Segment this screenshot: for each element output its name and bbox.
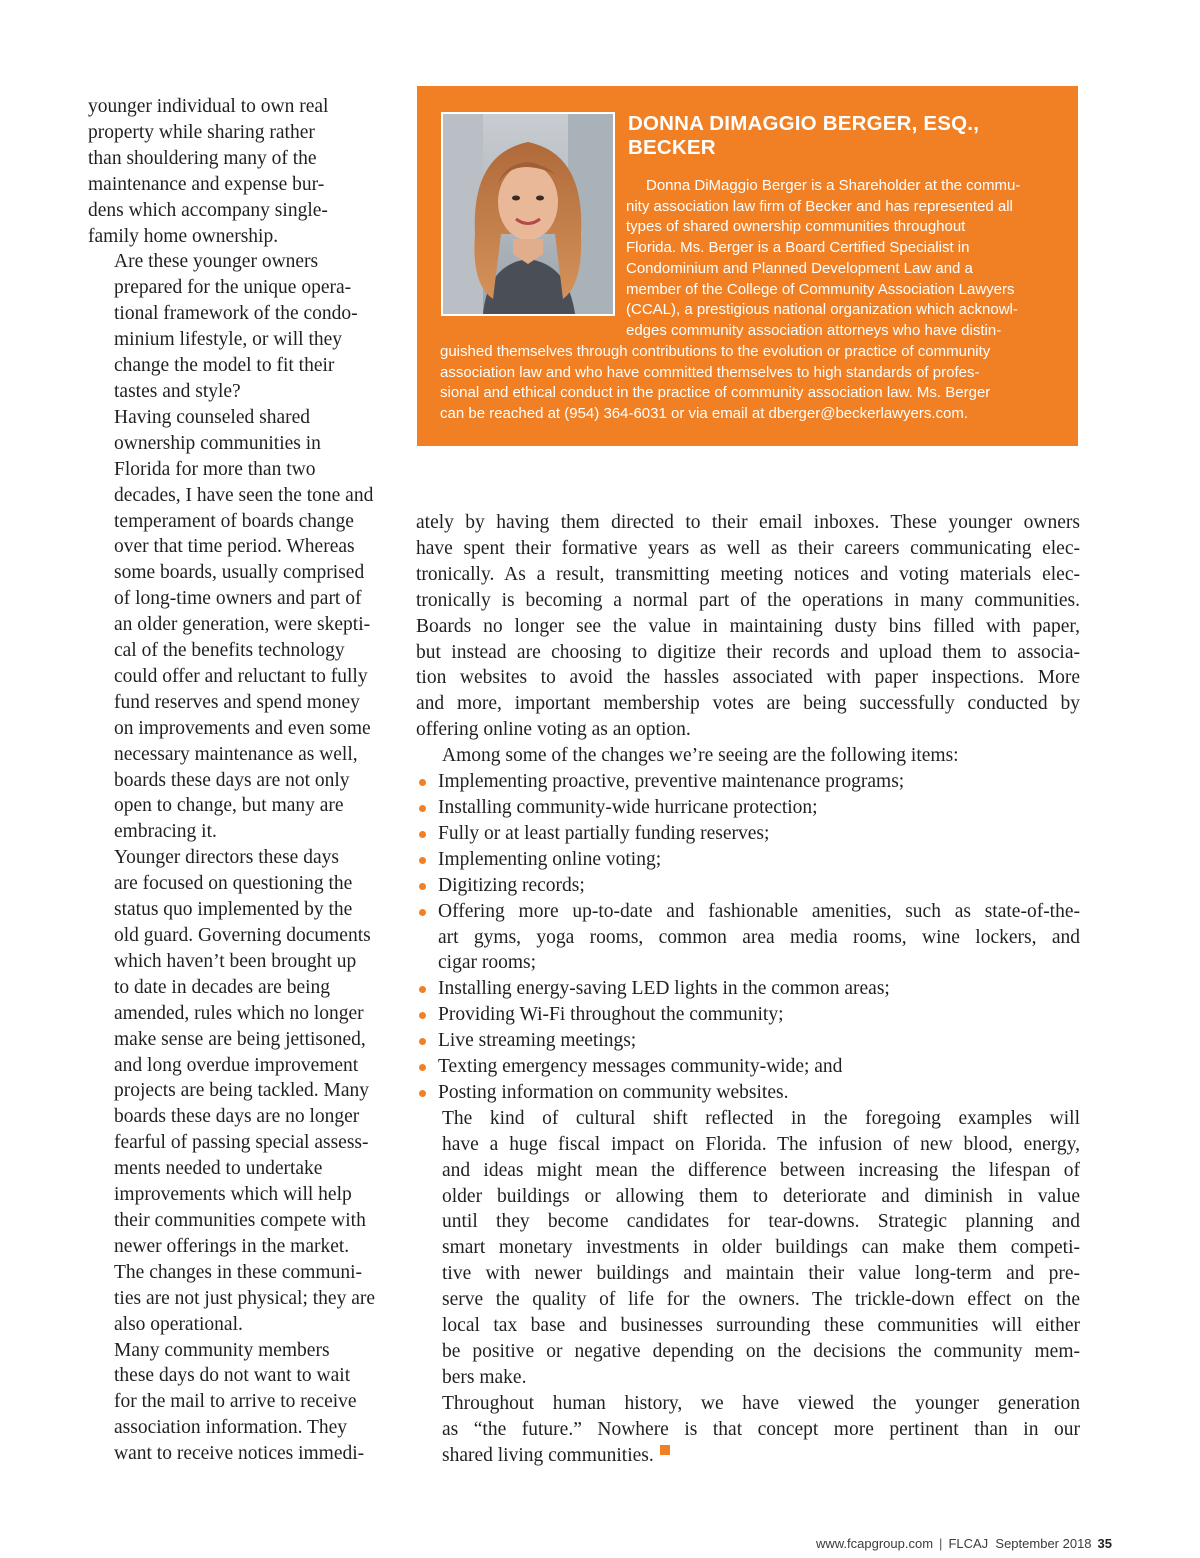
text-line: ownership communities in [114, 432, 321, 454]
text-line: boards these days are no longer [114, 1106, 360, 1128]
bullet-item [416, 1054, 1080, 1080]
text-line: could offer and reluctant to fully [114, 665, 368, 687]
text-line: guished themselves through contributions to the evolution or practice of community [440, 343, 991, 360]
text-line: bers make. [442, 1366, 527, 1388]
bullet-dot-icon [419, 831, 426, 838]
text-line: necessary maintenance as well, [114, 743, 358, 765]
text-line: also operational. [114, 1313, 243, 1335]
footer-issue: September 2018 [995, 1536, 1092, 1551]
bullet-dot-icon [419, 1038, 426, 1045]
text-line: tastes and style? [114, 380, 241, 402]
left-paragraph-3 [88, 405, 378, 845]
text-line: tronically is becoming a normal part of the operations in many communities. [416, 589, 1080, 611]
bullet-text-line: cigar rooms; [438, 952, 537, 974]
text-line: sional and ethical conduct in the practice of community association law. Ms. Berger [440, 384, 991, 402]
text-line: Donna DiMaggio Berger is a Shareholder at the commu- [646, 177, 1021, 194]
text-line: Throughout human history, we have viewed the younger generation [442, 1392, 1080, 1414]
list-intro: Among some of the changes we’re seeing are the following items: [442, 745, 959, 767]
left-paragraph-2 [88, 249, 378, 404]
text-line: maintenance and expense bur- [88, 173, 325, 195]
text-line: their communities compete with [114, 1209, 366, 1231]
bullet-item [416, 1028, 1080, 1054]
text-line: have spent their formative years as well as their careers communicating elec- [416, 537, 1080, 559]
text-line: dens which accompany single- [88, 199, 328, 221]
text-line: (CCAL), a prestigious national organization which acknowl- [626, 301, 1018, 319]
text-line: and long overdue improvement [114, 1054, 359, 1076]
bullet-item [416, 1080, 1080, 1106]
text-line: nity association law firm of Becker and has represented all [626, 197, 1013, 215]
author-bio-box [417, 86, 1078, 446]
text-line: on improvements and even some [114, 717, 371, 739]
text-line: serve the quality of life for the owners. The trickle-down effect on the [442, 1289, 1080, 1311]
bullet-item [416, 899, 1080, 977]
left-paragraph-1 [88, 94, 378, 249]
text-line: than shouldering many of the [88, 147, 317, 169]
text-line: offering online voting as an option. [416, 719, 691, 741]
text-line: boards these days are not only [114, 769, 350, 791]
end-of-article-mark [660, 1445, 670, 1455]
text-line: Are these younger owners [114, 251, 319, 273]
bullet-dot-icon [419, 1064, 426, 1071]
text-line: which haven’t been brought up [114, 950, 357, 972]
bullet-item [416, 821, 1080, 847]
text-line: smart monetary investments in older buildings can make them competi- [442, 1237, 1080, 1259]
bullet-text-line: Installing community-wide hurricane protection; [438, 796, 818, 818]
author-name [628, 112, 1058, 160]
text-line: fund reserves and spend money [114, 691, 360, 713]
text-line: Many community members [114, 1339, 330, 1361]
bullet-item [416, 873, 1080, 899]
text-line: and more, important membership votes are being successfully conducted by [416, 693, 1080, 715]
bullet-item [416, 795, 1080, 821]
text-line: ately by having them directed to their email inboxes. These younger owners [416, 512, 1080, 533]
text-line: can be reached at (954) 364-6031 or via email at dberger@beckerlawyers.com. [440, 405, 969, 423]
text-line: types of shared ownership communities throughout [626, 218, 966, 236]
author-bio-top [626, 176, 1020, 342]
text-line: association information. They [114, 1417, 348, 1439]
text-line: decades, I have seen the tone and [114, 484, 374, 506]
text-line: to date in decades are being [114, 976, 331, 998]
text-line: and ideas might mean the difference between increasing the lifespan of [442, 1159, 1080, 1181]
bullet-text-line: Installing energy-saving LED lights in the common areas; [438, 978, 890, 1000]
text-line: over that time period. Whereas [114, 536, 355, 558]
left-paragraph-4 [88, 845, 378, 1337]
text-line: prepared for the unique opera- [114, 277, 352, 299]
text-line: make sense are being jettisoned, [114, 1028, 366, 1050]
bullet-text-line: Texting emergency messages community-wide; and [438, 1056, 843, 1078]
page-footer [816, 1536, 1112, 1551]
text-line: ties are not just physical; they are [114, 1287, 376, 1309]
left-column [88, 94, 378, 1467]
main-paragraph-3 [416, 1391, 1080, 1469]
text-line: an older generation, were skepti- [114, 614, 371, 636]
text-line: until they become candidates for tear-downs. Strategic planning and [442, 1211, 1080, 1233]
text-line: for the mail to arrive to receive [114, 1391, 357, 1413]
text-line: Florida for more than two [114, 458, 316, 480]
text-line: open to change, but many are [114, 795, 344, 817]
text-line: cal of the benefits technology [114, 640, 345, 662]
text-line: have a huge fiscal impact on Florida. The infusion of new blood, energy, [442, 1133, 1080, 1155]
bullet-dot-icon [419, 1090, 426, 1097]
text-line: old guard. Governing documents [114, 925, 371, 946]
text-line: member of the College of Community Association Lawyers [626, 280, 1015, 298]
author-bio-bottom [440, 342, 990, 425]
text-line: want to receive notices immedi- [114, 1443, 365, 1465]
text-line: tive with newer buildings and maintain their value long-term and pre- [442, 1263, 1080, 1285]
author-name-line-2: BECKER [628, 136, 716, 159]
bullet-text-line: Live streaming meetings; [438, 1030, 637, 1052]
bullet-dot-icon [419, 1012, 426, 1019]
text-line: projects are being tackled. Many [114, 1080, 370, 1102]
text-line: improvements which will help [114, 1184, 352, 1206]
bullet-text-line: Providing Wi-Fi throughout the community; [438, 1004, 784, 1026]
left-paragraph-5 [88, 1338, 378, 1468]
text-line: change the model to fit their [114, 355, 335, 377]
text-line: older buildings or allowing them to deteriorate and diminish in value [442, 1185, 1080, 1207]
author-name-line-1: DONNA DIMAGGIO BERGER, ESQ., [628, 112, 980, 135]
bullet-text-line: Fully or at least partially funding reserves; [438, 822, 770, 844]
bullet-dot-icon [419, 883, 426, 890]
text-line: of long-time owners and part of [114, 588, 362, 610]
text-line: ments needed to undertake [114, 1158, 323, 1180]
bullet-item [416, 1002, 1080, 1028]
bullet-dot-icon [419, 779, 426, 786]
bullet-text-line: art gyms, yoga rooms, common area media rooms, wine lockers, and [438, 926, 1080, 948]
text-line: tronically. As a result, transmitting meeting notices and voting materials elec- [416, 563, 1080, 585]
text-line: embracing it. [114, 821, 217, 843]
text-line: but instead are choosing to digitize their records and upload them to associa- [416, 641, 1080, 663]
text-line: fearful of passing special assess- [114, 1132, 369, 1154]
text-line: Florida. Ms. Berger is a Board Certified Specialist in [626, 239, 970, 257]
bullet-item [416, 769, 1080, 795]
bullet-dot-icon [419, 857, 426, 864]
text-line: property while sharing rather [88, 121, 315, 143]
main-paragraph-1 [416, 510, 1080, 743]
bullet-text-line: Digitizing records; [438, 874, 585, 896]
author-photo [441, 112, 615, 316]
page-number: 35 [1097, 1536, 1112, 1551]
main-column [416, 510, 1080, 1469]
text-line: shared living communities. [416, 1443, 1080, 1469]
changes-bullet-list [416, 769, 1080, 1106]
text-line: Boards no longer see the value in maintaining dusty bins filled with paper, [416, 615, 1080, 637]
bullet-text-line: Implementing online voting; [438, 848, 662, 870]
text-line: The kind of cultural shift reflected in the foregoing examples will [442, 1107, 1080, 1129]
text-line: some boards, usually comprised [114, 562, 365, 584]
text-line: Having counseled shared [114, 406, 311, 428]
bullet-text-line: Posting information on community websites. [438, 1081, 789, 1103]
text-line: younger individual to own real [88, 96, 329, 117]
text-line: Younger directors these days [114, 847, 339, 869]
text-line: tion websites to avoid the hassles associated with paper inspections. More [416, 667, 1080, 689]
text-line: amended, rules which no longer [114, 1002, 364, 1024]
text-line: local tax base and businesses surrounding these communities will either [442, 1315, 1080, 1337]
text-line: minium lifestyle, or will they [114, 329, 343, 351]
text-line: family home ownership. [88, 225, 279, 247]
bullet-item [416, 976, 1080, 1002]
text-line: newer offerings in the market. [114, 1235, 350, 1257]
bullet-dot-icon [419, 805, 426, 812]
text-line: The changes in these communi- [114, 1261, 363, 1283]
text-line: Condominium and Planned Development Law and a [626, 259, 973, 277]
bullet-text-line: Implementing proactive, preventive maintenance programs; [438, 771, 905, 793]
text-line: these days do not want to wait [114, 1365, 351, 1387]
bullet-item [416, 847, 1080, 873]
text-line: tional framework of the condo- [114, 303, 358, 325]
text-line: temperament of boards change [114, 510, 354, 532]
bullet-dot-icon [419, 986, 426, 993]
footer-publication: FLCAJ [948, 1536, 989, 1551]
text-line: be positive or negative depending on the decisions the community mem- [442, 1341, 1080, 1362]
main-paragraph-2 [416, 1106, 1080, 1391]
bullet-dot-icon [419, 909, 426, 916]
footer-website: www.fcapgroup.com [815, 1536, 934, 1551]
bullet-text-line: Offering more up-to-date and fashionable amenities, such as state-of-the- [438, 900, 1080, 922]
text-line: as “the future.” Nowhere is that concept more pertinent than in our [442, 1418, 1080, 1440]
author-portrait-icon [443, 114, 613, 314]
text-line: are focused on questioning the [114, 873, 353, 895]
text-line: status quo implemented by the [114, 899, 353, 921]
text-line: association law and who have committed themselves to high standards of profes- [440, 363, 980, 381]
footer-separator: | [939, 1536, 943, 1551]
text-line: edges community association attorneys who have distin- [626, 321, 1002, 339]
